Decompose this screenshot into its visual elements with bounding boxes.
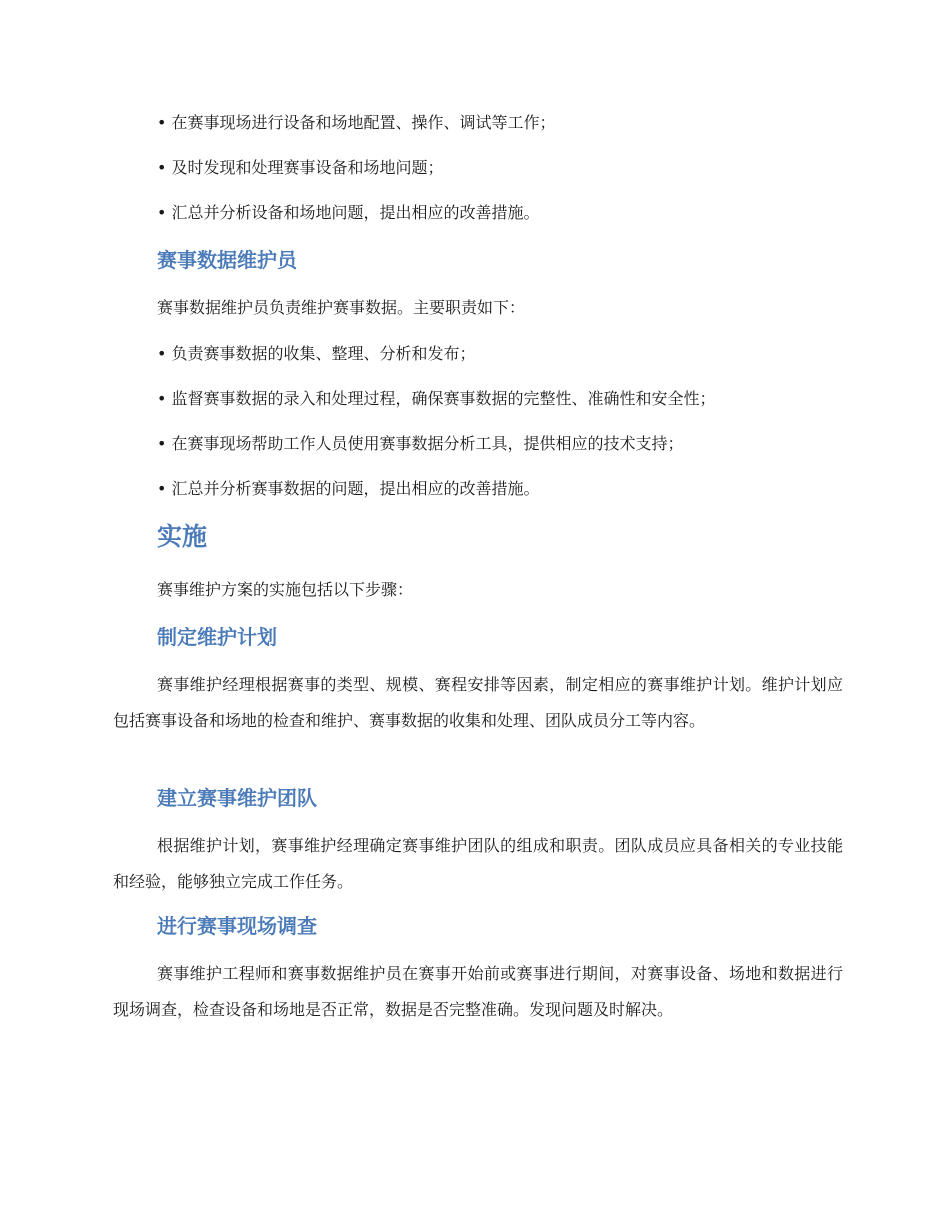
section-heading-team: 建立赛事维护团队 (157, 786, 317, 810)
list-item: • 监督赛事数据的录入和处理过程，确保赛事数据的完整性、准确性和安全性； (157, 389, 716, 409)
list-item: • 在赛事现场帮助工作人员使用赛事数据分析工具，提供相应的技术支持； (157, 434, 684, 454)
section-heading-plan: 制定维护计划 (157, 625, 277, 649)
paragraph-implementation-intro: 赛事维护方案的实施包括以下步骤： (157, 580, 414, 599)
section-heading-data-maintainer: 赛事数据维护员 (157, 248, 297, 272)
paragraph-survey: 赛事维护工程师和赛事数据维护员在赛事开始前或赛事进行期间，对赛事设备、场地和数据进行现场调查，检查设备和场地是否正常，数据是否完整准确。发现问题及时解决。 (113, 964, 843, 1019)
list-item: • 汇总并分析赛事数据的问题，提出相应的改善措施。 (157, 479, 540, 499)
paragraph-plan: 赛事维护经理根据赛事的类型、规模、赛程安排等因素，制定相应的赛事维护计划。维护计划应包括赛事设备和场地的检查和维护、赛事数据的收集和处理、团队成员分工等内容。 (113, 675, 843, 730)
list-item: • 汇总并分析设备和场地问题，提出相应的改善措施。 (157, 203, 540, 223)
list-item: • 负责赛事数据的收集、整理、分析和发布； (157, 344, 476, 364)
section-heading-survey: 进行赛事现场调查 (157, 914, 317, 938)
list-item: • 在赛事现场进行设备和场地配置、操作、调试等工作； (157, 113, 556, 133)
paragraph-data-maintainer-intro: 赛事数据维护员负责维护赛事数据。主要职责如下： (157, 298, 526, 317)
list-item: • 及时发现和处理赛事设备和场地问题； (157, 158, 444, 178)
section-heading-implementation: 实施 (157, 522, 208, 551)
paragraph-team: 根据维护计划，赛事维护经理确定赛事维护团队的组成和职责。团队成员应具备相关的专业技能和经验，能够独立完成工作任务。 (113, 836, 843, 891)
